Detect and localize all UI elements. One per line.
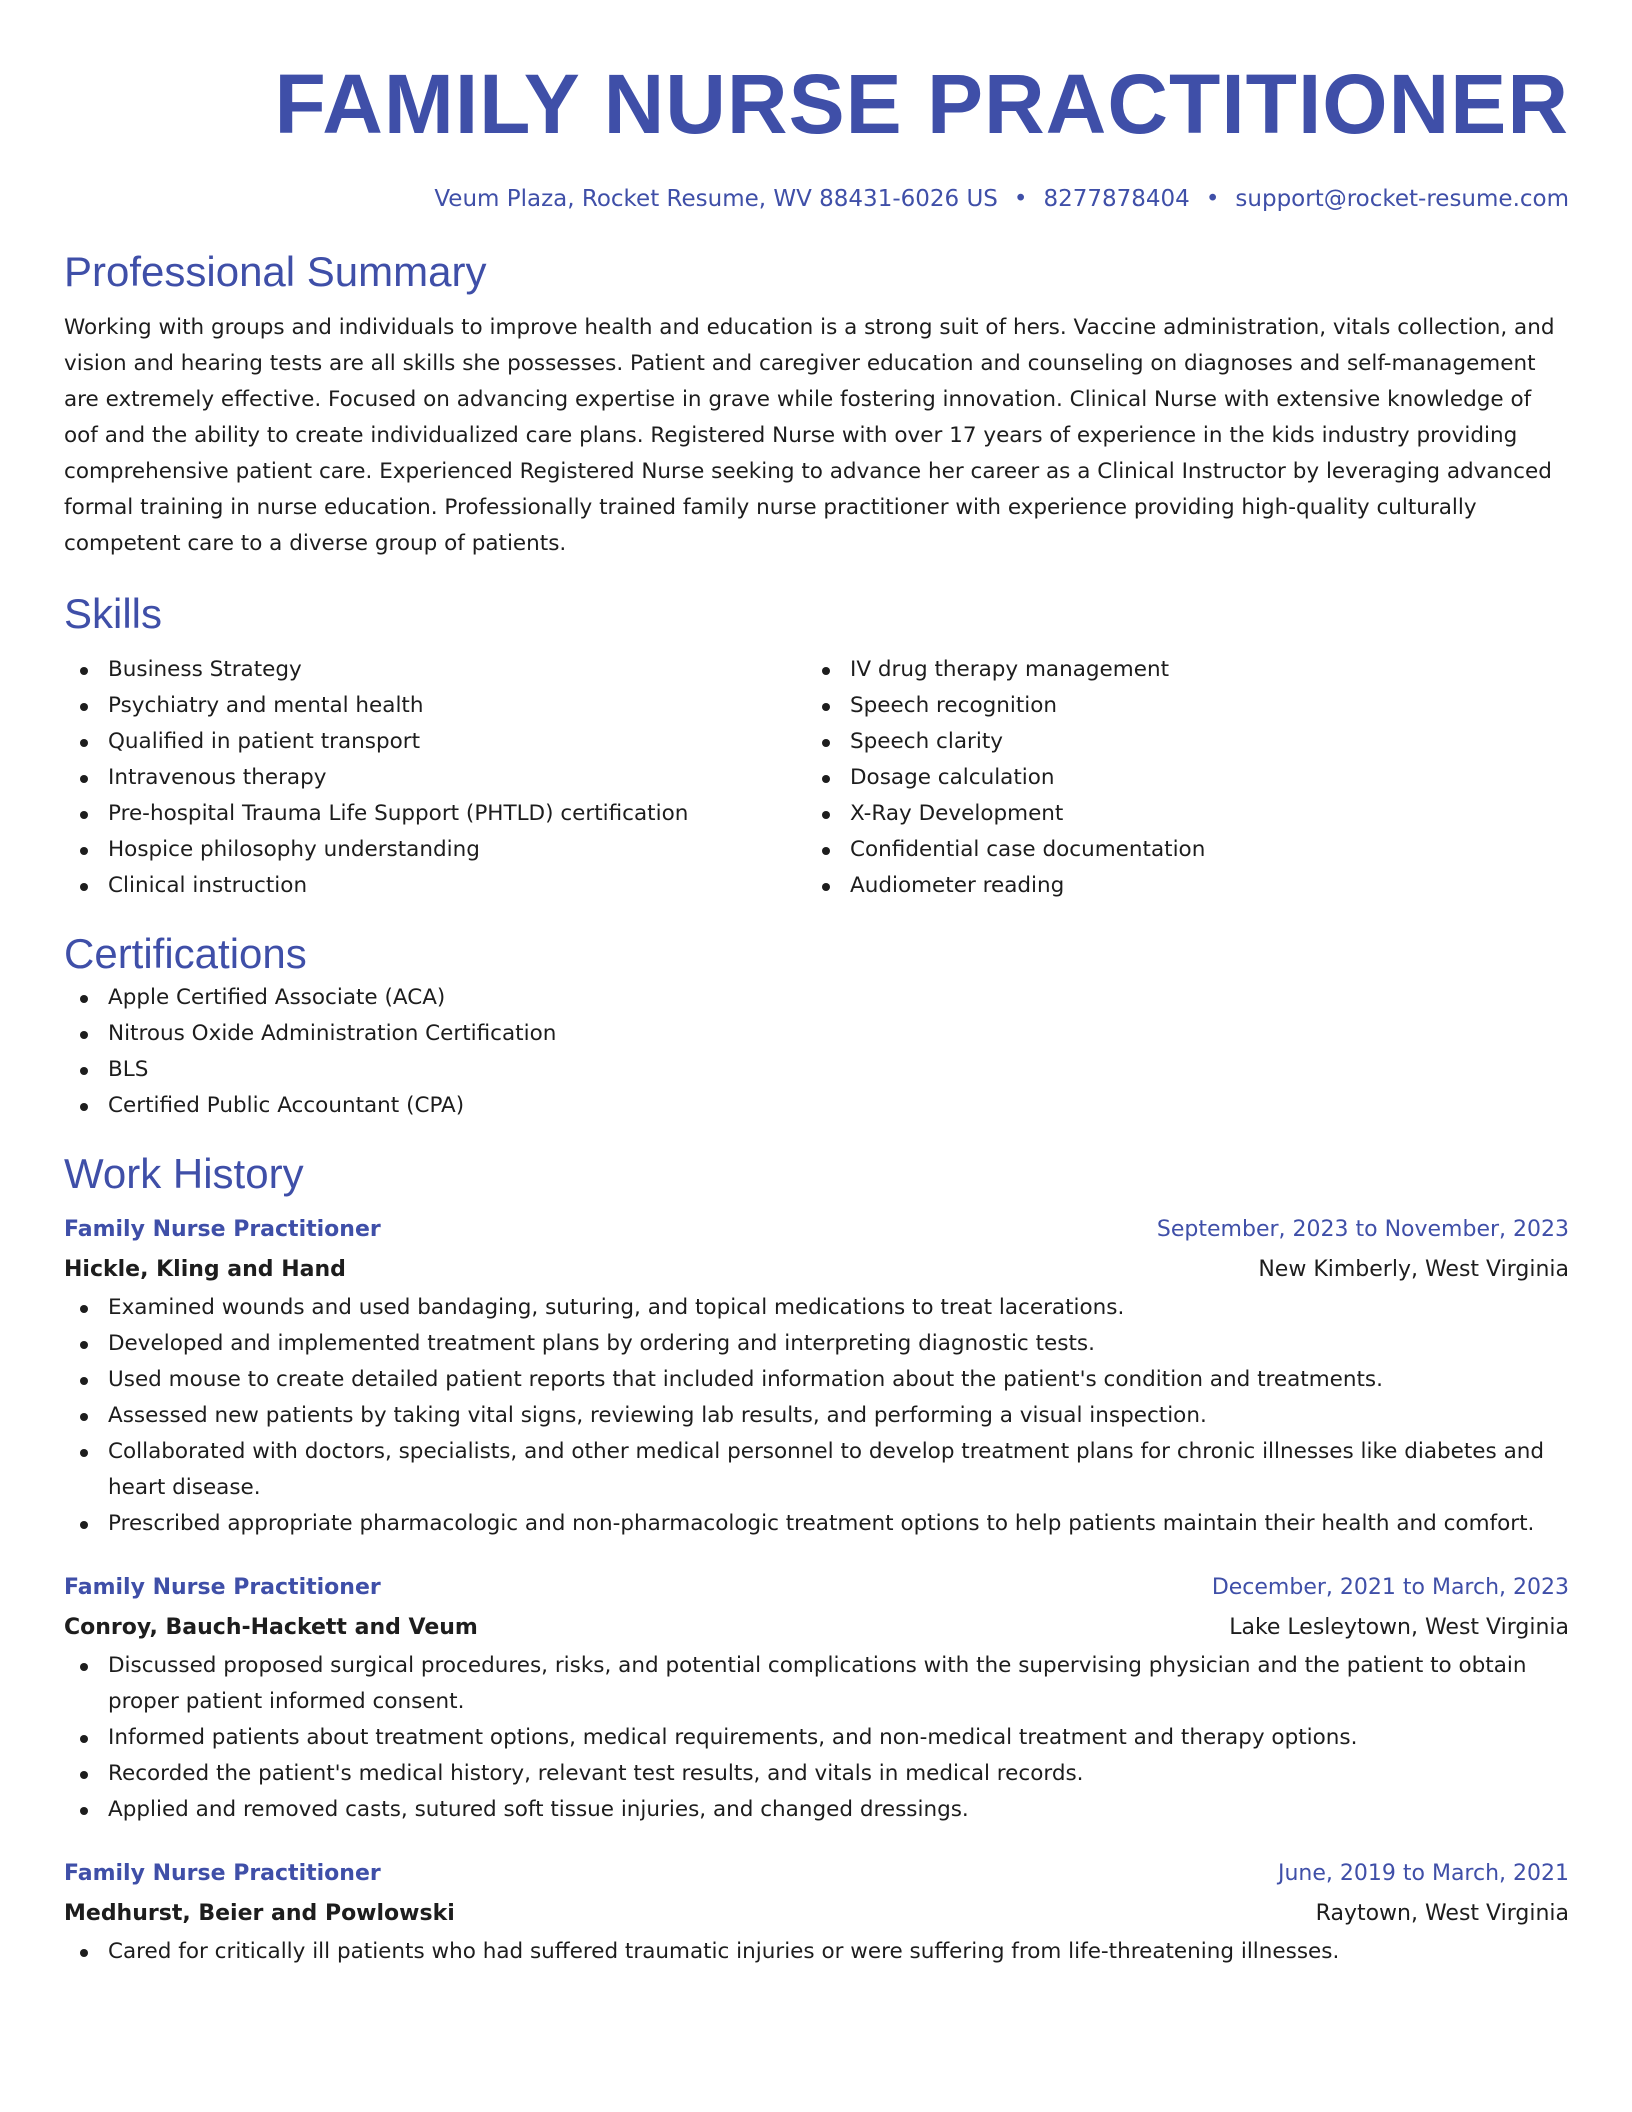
job-company: Medhurst, Beier and Powlowski <box>64 1901 455 1926</box>
job-dates: December, 2021 to March, 2023 <box>1211 1575 1569 1600</box>
section-title-skills: Skills <box>64 590 163 637</box>
job-location: Raytown, West Virginia <box>1315 1901 1569 1926</box>
skill-item: Clinical instruction <box>64 868 806 904</box>
job-title: Family Nurse Practitioner <box>64 1575 381 1600</box>
skills-grid <box>64 652 1569 904</box>
skills-list-right <box>806 652 1566 904</box>
skill-item: Hospice philosophy understanding <box>64 832 806 868</box>
section-title-work-history: Work History <box>64 1150 304 1197</box>
skill-item: Qualified in patient transport <box>64 724 806 760</box>
job-duty: Developed and implemented treatment plans by ordering and interpreting diagnostic tests. <box>64 1326 1569 1362</box>
job-duty: Recorded the patient's medical history, relevant test results, and vitals in medical records. <box>64 1756 1569 1792</box>
certifications-list <box>64 980 1569 1124</box>
job-entry <box>64 1854 1569 1970</box>
section-title-summary: Professional Summary <box>64 248 487 295</box>
job-dates: September, 2023 to November, 2023 <box>1156 1217 1569 1242</box>
section-title-certifications: Certifications <box>64 930 307 977</box>
job-duty: Cared for critically ill patients who had suffered traumatic injuries or were suffering from life-threatening illnesses. <box>64 1934 1569 1970</box>
job-dates: June, 2019 to March, 2021 <box>1278 1861 1569 1886</box>
job-duty: Informed patients about treatment options, medical requirements, and non-medical treatment and therapy options. <box>64 1720 1569 1756</box>
job-entry <box>64 1568 1569 1828</box>
job-duty: Prescribed appropriate pharmacologic and non-pharmacologic treatment options to help patients maintain their health and comfort. <box>64 1506 1569 1542</box>
job-duty: Discussed proposed surgical procedures, risks, and potential complications with the supervising physician and the patient to obtain proper patient informed consent. <box>64 1648 1569 1720</box>
job-company: Hickle, Kling and Hand <box>64 1257 346 1282</box>
skill-item: Speech recognition <box>806 688 1566 724</box>
job-duties-list <box>64 1934 1569 1970</box>
job-duty: Applied and removed casts, sutured soft tissue injuries, and changed dressings. <box>64 1792 1569 1828</box>
job-subheader <box>64 1250 1569 1290</box>
skill-item: Confidential case documentation <box>806 832 1566 868</box>
certification-item: Apple Certified Associate (ACA) <box>64 980 1569 1016</box>
job-duty: Assessed new patients by taking vital signs, reviewing lab results, and performing a visual inspection. <box>64 1398 1569 1434</box>
skill-item: Audiometer reading <box>806 868 1566 904</box>
job-duty: Examined wounds and used bandaging, suturing, and topical medications to treat lacerations. <box>64 1290 1569 1326</box>
contact-separator: • <box>1013 186 1028 212</box>
job-duty: Used mouse to create detailed patient reports that included information about the patient's condition and treatments. <box>64 1362 1569 1398</box>
job-location: New Kimberly, West Virginia <box>1258 1257 1569 1282</box>
job-location: Lake Lesleytown, West Virginia <box>1229 1615 1569 1640</box>
summary-text: Working with groups and individuals to improve health and education is a strong suit of hers. Vaccine administration, vitals collection, and vision and hearing tests are all skills she possesses. Patient and caregiver education and counseling on diagnoses and self-management are extremely effective. Focused on advancing expertise in grave while fostering innovation. Clinical Nurse with extensive knowledge of oof and the ability to create individualized care plans. Registered Nurse with over 17 years of experience in the kids industry providing comprehensive patient care. Experienced Registered Nurse seeking to advance her career as a Clinical Instructor by leveraging advanced formal training in nurse education. Professionally trained family nurse practitioner with experience providing high-quality culturally competent care to a diverse group of patients. <box>64 315 1555 556</box>
job-subheader <box>64 1608 1569 1648</box>
skill-item: Dosage calculation <box>806 760 1566 796</box>
job-duties-list <box>64 1290 1569 1542</box>
skills-list-left <box>64 652 806 904</box>
skill-item: Speech clarity <box>806 724 1566 760</box>
resume-name: FAMILY NURSE PRACTITIONER <box>274 57 1569 151</box>
contact-phone: 8277878404 <box>1043 186 1190 212</box>
job-company: Conroy, Bauch-Hackett and Veum <box>64 1615 478 1640</box>
job-title: Family Nurse Practitioner <box>64 1217 381 1242</box>
job-duties-list <box>64 1648 1569 1828</box>
contact-separator: • <box>1205 186 1220 212</box>
job-header <box>64 1568 1569 1608</box>
certification-item: BLS <box>64 1052 1569 1088</box>
certification-item: Certified Public Accountant (CPA) <box>64 1088 1569 1124</box>
certification-item: Nitrous Oxide Administration Certification <box>64 1016 1569 1052</box>
job-header <box>64 1854 1569 1894</box>
job-title: Family Nurse Practitioner <box>64 1861 381 1886</box>
job-subheader <box>64 1894 1569 1934</box>
contact-address: Veum Plaza, Rocket Resume, WV 88431-6026 US <box>434 186 998 212</box>
job-duty: Collaborated with doctors, specialists, and other medical personnel to develop treatment plans for chronic illnesses like diabetes and heart disease. <box>64 1434 1569 1506</box>
skill-item: Business Strategy <box>64 652 806 688</box>
skill-item: Pre-hospital Trauma Life Support (PHTLD) certification <box>64 796 806 832</box>
job-header <box>64 1210 1569 1250</box>
contact-email: support@rocket-resume.com <box>1235 186 1569 212</box>
skill-item: Psychiatry and mental health <box>64 688 806 724</box>
skill-item: IV drug therapy management <box>806 652 1566 688</box>
skill-item: X-Ray Development <box>806 796 1566 832</box>
job-entry <box>64 1210 1569 1542</box>
skill-item: Intravenous therapy <box>64 760 806 796</box>
contact-line <box>64 182 1569 216</box>
